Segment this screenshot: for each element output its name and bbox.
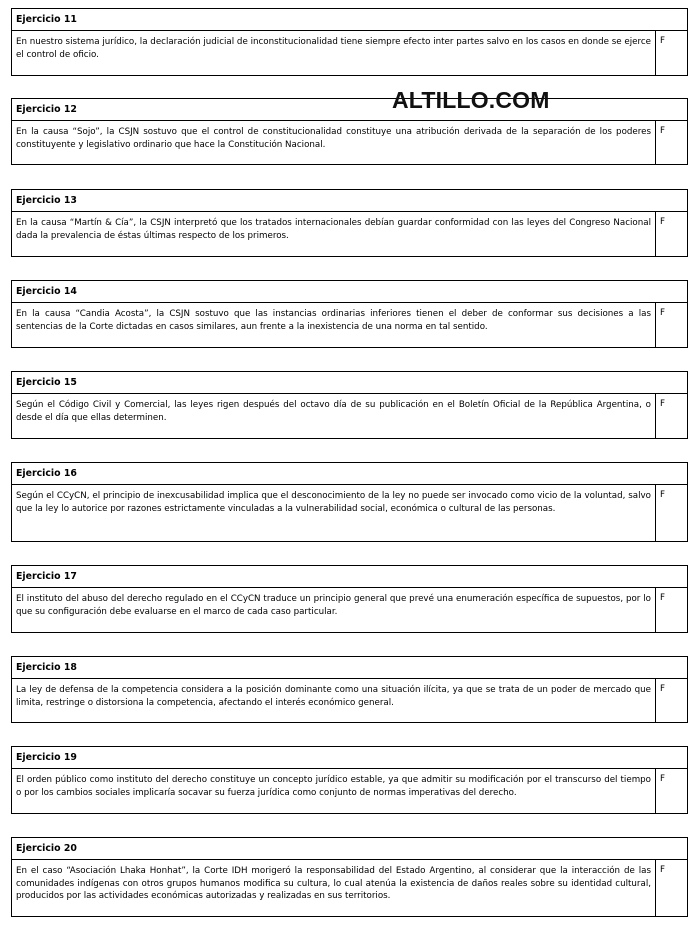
exercise-title: Ejercicio 18 bbox=[12, 657, 687, 679]
exercise-row bbox=[12, 769, 687, 813]
exercise-statement: La ley de defensa de la competencia considera a la posición dominante como una situación ilícita, ya que se trata de un poder de mercado que limita, restringe o distorsiona la competencia, afectando el interés económico general. bbox=[12, 679, 656, 722]
exercise-statement: En la causa “Sojo”, la CSJN sostuvo que el control de constitucionalidad constituye una atribución derivada de la separación de los poderes constituyente y legislativo ordinario que hace la Constitución Nacional. bbox=[12, 121, 656, 164]
exercise-block bbox=[11, 837, 688, 917]
exercise-row bbox=[12, 303, 687, 347]
exercise-statement: Según el CCyCN, el principio de inexcusabilidad implica que el desconocimiento de la ley no puede ser invocado como vicio de la voluntad, salvo que la ley lo autorice por razones estrictamente vinculadas a la vulnerabilidad social, económica o cultural de las personas. bbox=[12, 485, 656, 541]
exercise-title: Ejercicio 16 bbox=[12, 463, 687, 485]
exercise-answer: F bbox=[660, 36, 665, 46]
exercise-statement: El instituto del abuso del derecho regulado en el CCyCN traduce un principio general que prevé una enumeración específica de supuestos, por lo que su configuración debe evaluarse en el marco de cada caso particular. bbox=[12, 588, 656, 632]
exercise-block bbox=[11, 98, 688, 165]
exercise-answer: F bbox=[660, 684, 665, 694]
exercise-answer: F bbox=[660, 308, 665, 318]
exercise-answer: F bbox=[660, 126, 665, 136]
exercise-block bbox=[11, 746, 688, 814]
exercise-title: Ejercicio 17 bbox=[12, 566, 687, 588]
exercise-block bbox=[11, 565, 688, 633]
exercise-row bbox=[12, 121, 687, 164]
exercise-title: Ejercicio 11 bbox=[12, 9, 687, 31]
exercise-row bbox=[12, 212, 687, 256]
exercise-answer: F bbox=[660, 774, 665, 784]
exercise-title: Ejercicio 20 bbox=[12, 838, 687, 860]
exercise-row bbox=[12, 31, 687, 75]
exercise-statement: En la causa “Martín & Cía”, la CSJN interpretó que los tratados internacionales debían guardar conformidad con las leyes del Congreso Nacional dada la prevalencia de éstas últimas respecto de los primeros. bbox=[12, 212, 656, 256]
exercise-block bbox=[11, 462, 688, 542]
exercise-block bbox=[11, 656, 688, 723]
exercise-answer: F bbox=[660, 593, 665, 603]
exercise-row bbox=[12, 679, 687, 722]
exercise-row bbox=[12, 588, 687, 632]
exercise-row bbox=[12, 860, 687, 916]
exercise-answer: F bbox=[660, 217, 665, 227]
exercise-block bbox=[11, 371, 688, 439]
exercise-title: Ejercicio 13 bbox=[12, 190, 687, 212]
exercise-answer: F bbox=[660, 865, 665, 875]
exercise-row bbox=[12, 394, 687, 438]
exercise-statement: El orden público como instituto del derecho constituye un concepto jurídico estable, ya que admitir su modificación por el transcurso del tiempo o por los cambios sociales implicaría socavar su fuerza jurídica como conjunto de normas imperativas del derecho. bbox=[12, 769, 656, 813]
exercise-answer: F bbox=[660, 399, 665, 409]
exercise-title: Ejercicio 15 bbox=[12, 372, 687, 394]
exercise-statement: Según el Código Civil y Comercial, las leyes rigen después del octavo día de su publicación en el Boletín Oficial de la República Argentina, o desde el día que ellas determinen. bbox=[12, 394, 656, 438]
exercise-answer: F bbox=[660, 490, 665, 500]
exercise-block bbox=[11, 8, 688, 76]
exercise-block bbox=[11, 280, 688, 348]
watermark-text: ALTILLO.COM bbox=[392, 87, 550, 113]
exercise-title: Ejercicio 19 bbox=[12, 747, 687, 769]
exercise-statement: En el caso “Asociación Lhaka Honhat”, la Corte IDH morigeró la responsabilidad del Estado Argentino, al considerar que la interacción de las comunidades indígenas con otros grupos humanos modifica su cultura, lo cual atenúa la existencia de daños reales sobre su identidad cultural, producidos por las actividades económicas autorizadas y realizadas en sus territorios. bbox=[12, 860, 656, 916]
exercise-block bbox=[11, 189, 688, 257]
exercise-statement: En nuestro sistema jurídico, la declaración judicial de inconstitucionalidad tiene siempre efecto inter partes salvo en los casos en donde se ejerce el control de oficio. bbox=[12, 31, 656, 75]
exercise-title: Ejercicio 12 bbox=[12, 99, 687, 121]
exercise-title: Ejercicio 14 bbox=[12, 281, 687, 303]
exercise-statement: En la causa “Candia Acosta”, la CSJN sostuvo que las instancias ordinarias inferiores tienen el deber de conformar sus decisiones a las sentencias de la Corte dictadas en casos similares, aun frente a la inexistencia de una norma en tal sentido. bbox=[12, 303, 656, 347]
exercise-row bbox=[12, 485, 687, 541]
